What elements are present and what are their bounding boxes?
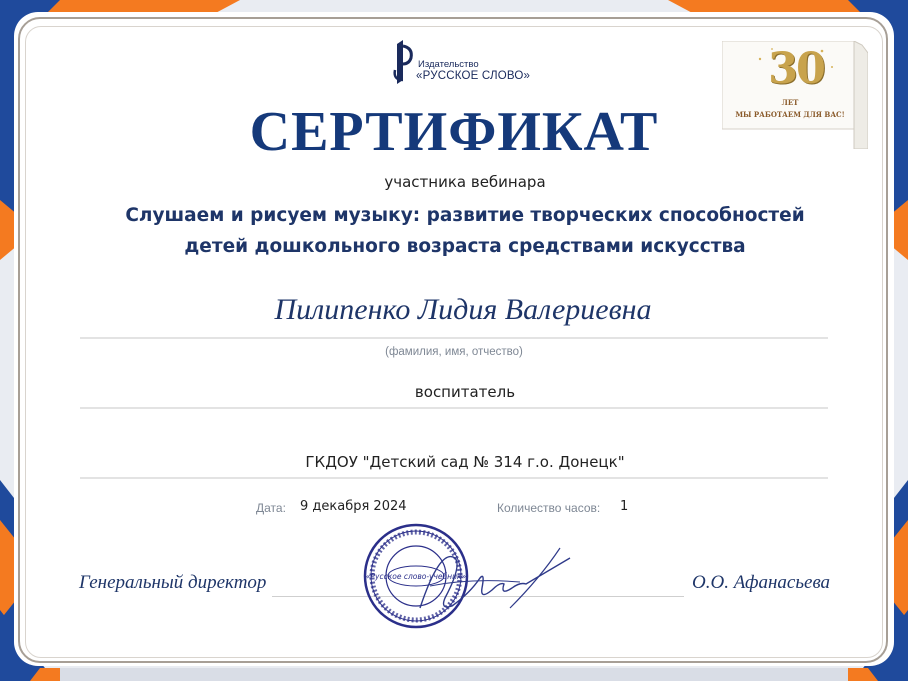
hours-label: Количество часов: xyxy=(497,501,601,515)
publisher-logo-icon xyxy=(391,40,415,84)
publisher-subtitle: Издательство xyxy=(418,59,479,70)
director-role: Генеральный директор xyxy=(79,572,267,593)
stamp-text: «Русское слово-учебник» xyxy=(365,572,467,581)
name-hint: (фамилия, имя, отчество) xyxy=(385,346,523,358)
name-underline xyxy=(80,337,828,339)
anniversary-line2: МЫ РАБОТАЕМ ДЛЯ ВАС! xyxy=(735,110,845,119)
webinar-title-line2: детей дошкольного возраста средствами искусства xyxy=(184,236,746,257)
director-name: О.О. Афанасьева xyxy=(692,572,831,593)
anniversary-line1: ЛЕТ xyxy=(781,98,799,107)
webinar-title-line1: Слушаем и рисуем музыку: развитие творческих способностей xyxy=(125,205,805,226)
publisher-name: «РУССКОЕ СЛОВО» xyxy=(416,70,531,82)
date-label: Дата: xyxy=(256,501,286,515)
hours-value: 1 xyxy=(620,499,629,514)
participant-position: воспитатель xyxy=(414,383,516,401)
anniversary-number: 30 xyxy=(768,44,824,94)
participant-organization: ГКДОУ "Детский сад № 314 г.о. Донецк" xyxy=(305,453,625,471)
certificate-subtitle: участника вебинара xyxy=(384,173,546,191)
position-underline xyxy=(80,407,828,409)
webinar-title xyxy=(0,200,908,262)
organization-underline xyxy=(80,477,828,479)
participant-name: Пилипенко Лидия Валериевна xyxy=(274,293,652,326)
date-value: 9 декабря 2024 xyxy=(300,499,407,514)
signature-icon xyxy=(400,538,580,628)
certificate-title: СЕРТИФИКАТ xyxy=(249,101,659,163)
